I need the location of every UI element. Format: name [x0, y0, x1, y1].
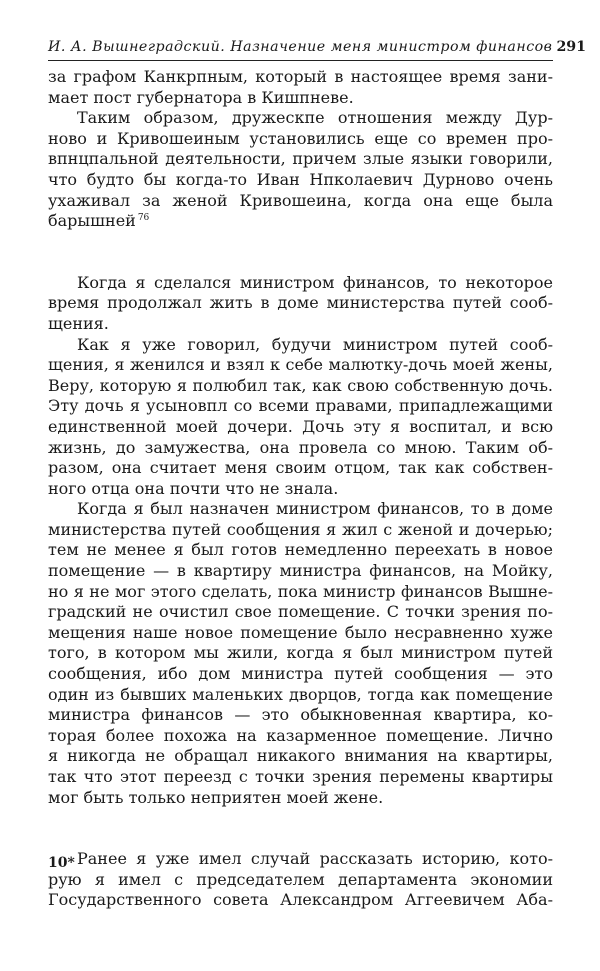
text-line: я никогда не обращал никакого внимания на квартиры, — [48, 746, 553, 766]
text-line: щения, я женился и взял к себе малютку-дочь моей жены, — [48, 355, 553, 375]
text-line: мещения наше новое помещение было несравненно хуже — [48, 622, 553, 642]
text-line: единственной моей дочери. Дочь эту я воспитал, и всю — [48, 416, 553, 436]
text-line: сообщения, ибо дом министра путей сообщения — это — [48, 664, 553, 684]
text-line: Государственного совета Александром Аггеевичем Аба- — [48, 890, 553, 910]
page — [48, 38, 587, 911]
text-line: впнцпальной деятельности, причем злые языки говорили, — [48, 149, 553, 169]
text-line: помещение — в квартиру министра финансов, на Мойку, — [48, 561, 553, 581]
text-line: Ранее я уже имел случай рассказать историю, кото- — [77, 849, 553, 869]
text-line: разом, она считает меня своим отцом, так как собствен- — [48, 458, 553, 478]
header-rule — [48, 60, 553, 61]
body-text — [48, 67, 553, 911]
text-line: за графом Канкрпным, который в настоящее время зани- — [48, 67, 553, 86]
text-line: ухаживал за женой Кривошеина, когда она еще была — [48, 190, 553, 210]
text-line: так что этот переезд с точки зрения перемены квартиры — [48, 767, 553, 786]
page-number: 291 — [556, 39, 587, 55]
text-line: Когда я сделался министром финансов, то некоторое — [77, 272, 553, 292]
text-line: время продолжал жить в доме министерства путей сооб- — [48, 293, 553, 313]
text-line: министерства путей сообщения я жил с женой и дочерью; — [48, 519, 553, 539]
text-line: ного отца она почти что не знала. — [48, 478, 339, 498]
text-line: один из бывших маленьких дворцов, тогда как помещение — [48, 684, 553, 704]
footnote-ref: 76 — [137, 212, 150, 223]
text-line: рую я имел с председателем департамента экономии — [48, 869, 553, 889]
text-line: министра финансов — это обыкновенная квартира, ко- — [48, 705, 553, 725]
section-gap — [48, 232, 553, 273]
text-line: что будто бы когда-то Иван Нпколаевич Дурново очень — [48, 169, 553, 189]
text-line: щения. — [48, 313, 109, 333]
running-header — [48, 38, 587, 60]
signature-mark: 10* — [48, 855, 75, 871]
text-line: барышней $^{76}$ — [48, 211, 150, 231]
text-line: градский не очистил свое помещение. С точки зрения по- — [48, 602, 553, 622]
text-line: Таким образом, дружескпе отношения между Дур- — [77, 108, 553, 128]
text-line: мает пост губернатора в Кишпневе. — [48, 87, 354, 107]
section-gap — [48, 808, 553, 849]
text-line: мог быть только неприятен моей жене. — [48, 787, 384, 807]
text-line: того, в котором мы жили, когда я был министром путей — [48, 643, 553, 663]
text-line: тем не менее я был готов немедленно переехать в новое — [48, 540, 553, 560]
text-line: Когда я был назначен министром финансов, то в доме — [77, 499, 553, 519]
text-line: торая более похожа на казарменное помещение. Лично — [48, 725, 553, 745]
text-line: ново и Кривошеиным установились еще со времен про- — [48, 128, 553, 148]
text-line: но я не мог этого сделать, пока министр финансов Вышне- — [48, 581, 553, 601]
text-line: Веру, которую я полюбил так, как свою собственную дочь. — [48, 375, 553, 395]
text-line: Эту дочь я усыновпл со всеми правами, припадлежащими — [48, 396, 553, 416]
running-title: И. А. Вышнеградский. Назначение меня министром финансов — [48, 39, 553, 55]
text-line: жизнь, до замужества, она провела со мною. Таким об- — [48, 437, 553, 457]
text-line: Как я уже говорил, будучи министром путей сооб- — [77, 334, 553, 354]
